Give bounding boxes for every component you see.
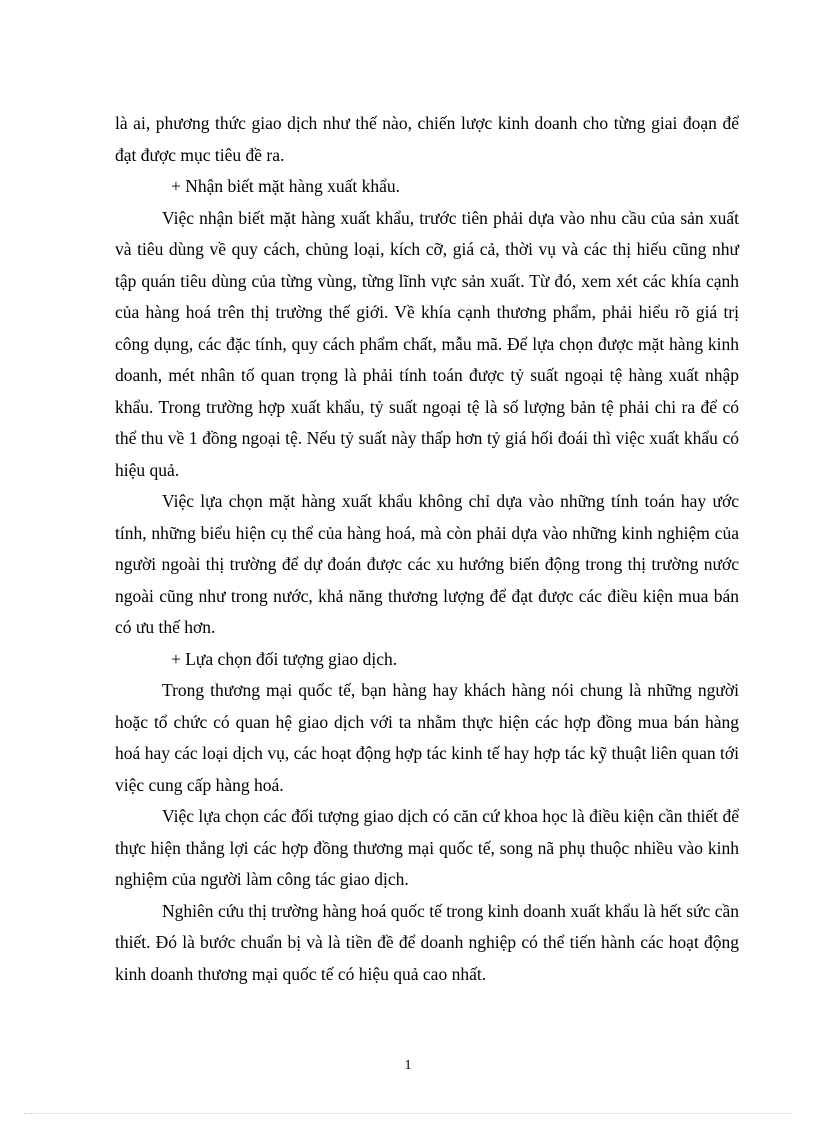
paragraph: Nghiên cứu thị trường hàng hoá quốc tế trong kinh doanh xuất khẩu là hết sức cần thiết. Đó là bước chuẩn bị và là tiền đề để doanh nghiệp có thể tiến hành các hoạt động kinh doanh thương mại quốc tế có hiệu quả cao nhất.: [115, 900, 739, 984]
bullet-heading-trade-partner: + Lựa chọn đối tượng giao dịch.: [171, 648, 398, 669]
paragraph-continuation: là ai, phương thức giao dịch như thế nào, chiến lược kinh doanh cho từng giai đoạn để đạt được mục tiêu đề ra.: [115, 113, 739, 165]
body-text: [115, 108, 739, 990]
bullet-heading-export-goods: + Nhận biết mặt hàng xuất khẩu.: [171, 176, 401, 196]
page-number: 1: [404, 1058, 412, 1073]
paragraph: Việc lựa chọn mặt hàng xuất khẩu không chỉ dựa vào những tính toán hay ước tính, những biểu hiện cụ thể của hàng hoá, mà còn phải dựa vào những kinh nghiệm của người ngoài thị trường để dự đoán được các xu hướng biến động trong thị trường nước ngoài cũng như trong nước, khả năng thương lượng để đạt được các điều kiện mua bán có ưu thế hơn.: [115, 491, 739, 637]
paragraph: Trong thương mại quốc tế, bạn hàng hay khách hàng nói chung là những người hoặc tổ chức có quan hệ giao dịch với ta nhằm thực hiện các hợp đồng mua bán hàng hoá hay các loại dịch vụ, các hoạt động hợp tác kinh tế hay hợp tác kỹ thuật liên quan tới việc cung cấp hàng hoá.: [115, 680, 739, 795]
footer-divider: [24, 1113, 792, 1114]
paragraph: Việc lựa chọn các đối tượng giao dịch có căn cứ khoa học là điều kiện cần thiết để thực hiện thắng lợi các hợp đồng thương mại quốc tế, song nã phụ thuộc nhiều vào kinh nghiệm của người làm công tác giao dịch.: [115, 806, 739, 889]
paragraph: Việc nhận biết mặt hàng xuất khẩu, trước tiên phải dựa vào nhu cầu của sản xuất và tiêu dùng về quy cách, chủng loại, kích cỡ, giá cả, thời vụ và các thị hiếu cũng như tập quán tiêu dùng của từng vùng, từng lĩnh vực sản xuất. Từ đó, xem xét các khía cạnh của hàng hoá trên thị trường thế giới. Về khía cạnh thương phẩm, phải hiểu rõ giá trị công dụng, các đặc tính, quy cách phẩm chất, mẫu mã. Để lựa chọn được mặt hàng kinh doanh, mét nhân tố quan trọng là phải tính toán được tỷ suất ngoại tệ hàng xuất nhập khẩu. Trong trường hợp xuất khẩu, tỷ suất ngoại tệ là số lượng bản tệ phải chi ra để có thể thu về 1 đồng ngoại tệ. Nếu tỷ suất này thấp hơn tỷ giá hối đoái thì việc xuất khẩu có hiệu quả.: [115, 207, 739, 480]
